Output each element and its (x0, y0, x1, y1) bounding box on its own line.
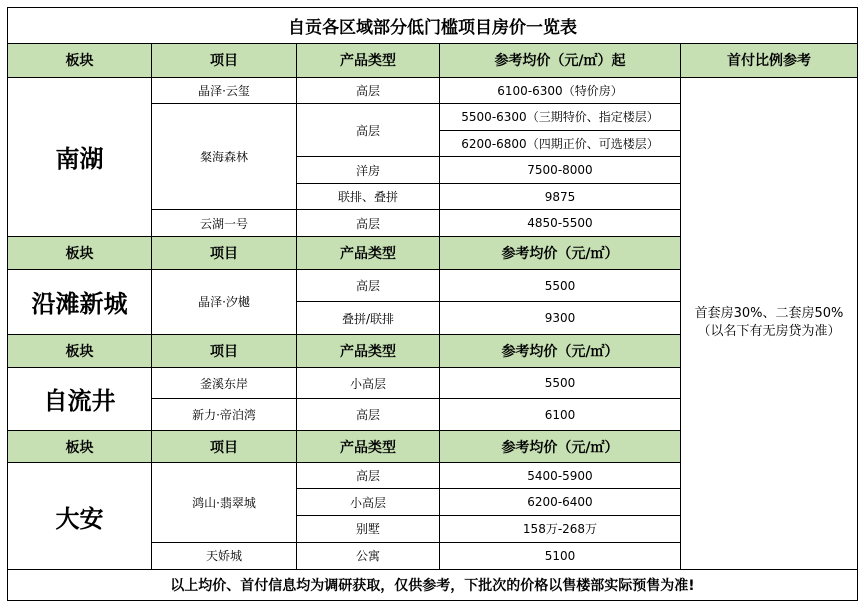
project-cell: 鸿山·翡翠城 (152, 462, 297, 542)
type-cell: 洋房 (297, 157, 440, 184)
header-type: 产品类型 (297, 43, 440, 77)
type-cell: 高层 (297, 104, 440, 157)
header-price: 参考均价（元/㎡） (440, 335, 681, 368)
type-cell: 联排、叠拼 (297, 183, 440, 210)
down-payment-line2: （以名下有无房贷为准） (697, 324, 841, 340)
price-cell: 5100 (440, 542, 681, 570)
type-cell: 叠拼/联排 (297, 302, 440, 335)
header-district: 板块 (8, 43, 152, 77)
project-cell: 晶泽·云玺 (152, 77, 297, 104)
price-cell: 6200-6800（四期正价、可选楼层） (440, 130, 681, 157)
down-payment-note (681, 77, 858, 570)
header-type: 产品类型 (297, 431, 440, 463)
header-project: 项目 (152, 236, 297, 269)
header-type: 产品类型 (297, 335, 440, 368)
type-cell: 高层 (297, 210, 440, 237)
header-project: 项目 (152, 431, 297, 463)
price-cell: 7500-8000 (440, 157, 681, 184)
type-cell: 高层 (297, 462, 440, 489)
type-cell: 小高层 (297, 489, 440, 516)
price-cell: 5500-6300（三期特价、指定楼层） (440, 104, 681, 131)
project-cell: 粲海森林 (152, 104, 297, 210)
district-ziliujing: 自流井 (8, 367, 152, 430)
price-table (7, 7, 858, 601)
down-payment-line1: 首套房30%、二套房50% (694, 306, 844, 322)
price-cell: 4850-5500 (440, 210, 681, 237)
district-daan: 大安 (8, 462, 152, 569)
price-cell: 6200-6400 (440, 489, 681, 516)
header-project: 项目 (152, 43, 297, 77)
table-row (8, 77, 858, 104)
project-cell: 天娇城 (152, 542, 297, 570)
footer-note: 以上均价、首付信息均为调研获取，仅供参考，下批次的价格以售楼部实际预售为准! (8, 570, 858, 601)
price-cell: 5400-5900 (440, 462, 681, 489)
header-price: 参考均价（元/㎡） (440, 431, 681, 463)
header-down-payment: 首付比例参考 (681, 43, 858, 77)
header-project: 项目 (152, 335, 297, 368)
project-cell: 釜溪东岸 (152, 367, 297, 399)
price-cell: 9875 (440, 183, 681, 210)
type-cell: 高层 (297, 77, 440, 104)
project-cell: 晶泽·汐樾 (152, 269, 297, 334)
table-title: 自贡各区域部分低门槛项目房价一览表 (8, 8, 858, 44)
district-nanhu: 南湖 (8, 77, 152, 236)
header-district: 板块 (8, 236, 152, 269)
price-cell: 5500 (440, 269, 681, 302)
type-cell: 公寓 (297, 542, 440, 570)
project-cell: 云湖一号 (152, 210, 297, 237)
header-district: 板块 (8, 335, 152, 368)
type-cell: 高层 (297, 399, 440, 431)
district-yantan: 沿滩新城 (8, 269, 152, 334)
type-cell: 小高层 (297, 367, 440, 399)
header-type: 产品类型 (297, 236, 440, 269)
header-district: 板块 (8, 431, 152, 463)
type-cell: 别墅 (297, 516, 440, 543)
price-cell: 5500 (440, 367, 681, 399)
price-cell: 9300 (440, 302, 681, 335)
header-row (8, 43, 858, 77)
type-cell: 高层 (297, 269, 440, 302)
price-cell: 158万-268万 (440, 516, 681, 543)
project-cell: 新力·帝泊湾 (152, 399, 297, 431)
price-cell: 6100 (440, 399, 681, 431)
header-price: 参考均价（元/㎡） (440, 236, 681, 269)
price-cell: 6100-6300（特价房） (440, 77, 681, 104)
header-price: 参考均价（元/㎡）起 (440, 43, 681, 77)
